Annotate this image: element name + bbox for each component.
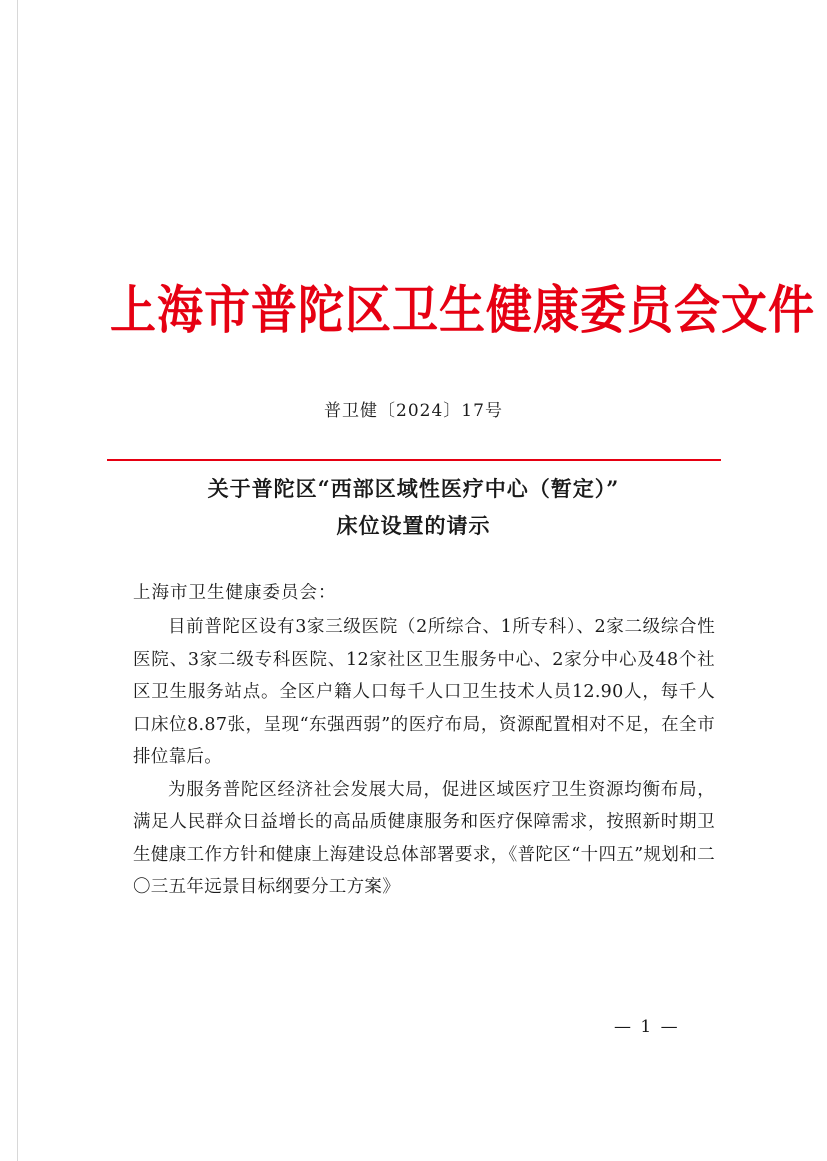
page-edge-line xyxy=(17,0,18,1161)
body-paragraph-1: 目前普陀区设有3家三级医院（2所综合、1所专科）、2家二级综合性医院、3家二级专科医院、12家社区卫生服务中心、2家分中心及48个社区卫生服务站点。全区户籍人口每千人口卫生技术人员12.90人，每千人口床位8.87张，呈现“东强西弱”的医疗布局，资源配置相对不足，在全市排位靠后。 xyxy=(133,617,715,767)
salutation: 上海市卫生健康委员会： xyxy=(133,583,337,603)
document-title xyxy=(0,470,827,544)
body-text xyxy=(133,611,715,904)
issuing-authority-header: 上海市普陀区卫生健康委员会文件 xyxy=(110,280,815,341)
document-title-line-1: 关于普陀区“西部区域性医疗中心（暂定）” xyxy=(207,476,620,501)
red-separator-line xyxy=(107,459,721,461)
document-number: 普卫健〔2024〕17号 xyxy=(324,401,503,421)
page-number: — 1 — xyxy=(614,1017,680,1037)
document-title-line-2: 床位设置的请示 xyxy=(336,513,491,538)
body-paragraph-2: 为服务普陀区经济社会发展大局，促进区域医疗卫生资源均衡布局，满足人民群众日益增长的高品质健康服务和医疗保障需求，按照新时期卫生健康工作方针和健康上海建设总体部署要求，《普陀区“十四五”规划和二〇三五年远景目标纲要分工方案》 xyxy=(133,779,715,897)
